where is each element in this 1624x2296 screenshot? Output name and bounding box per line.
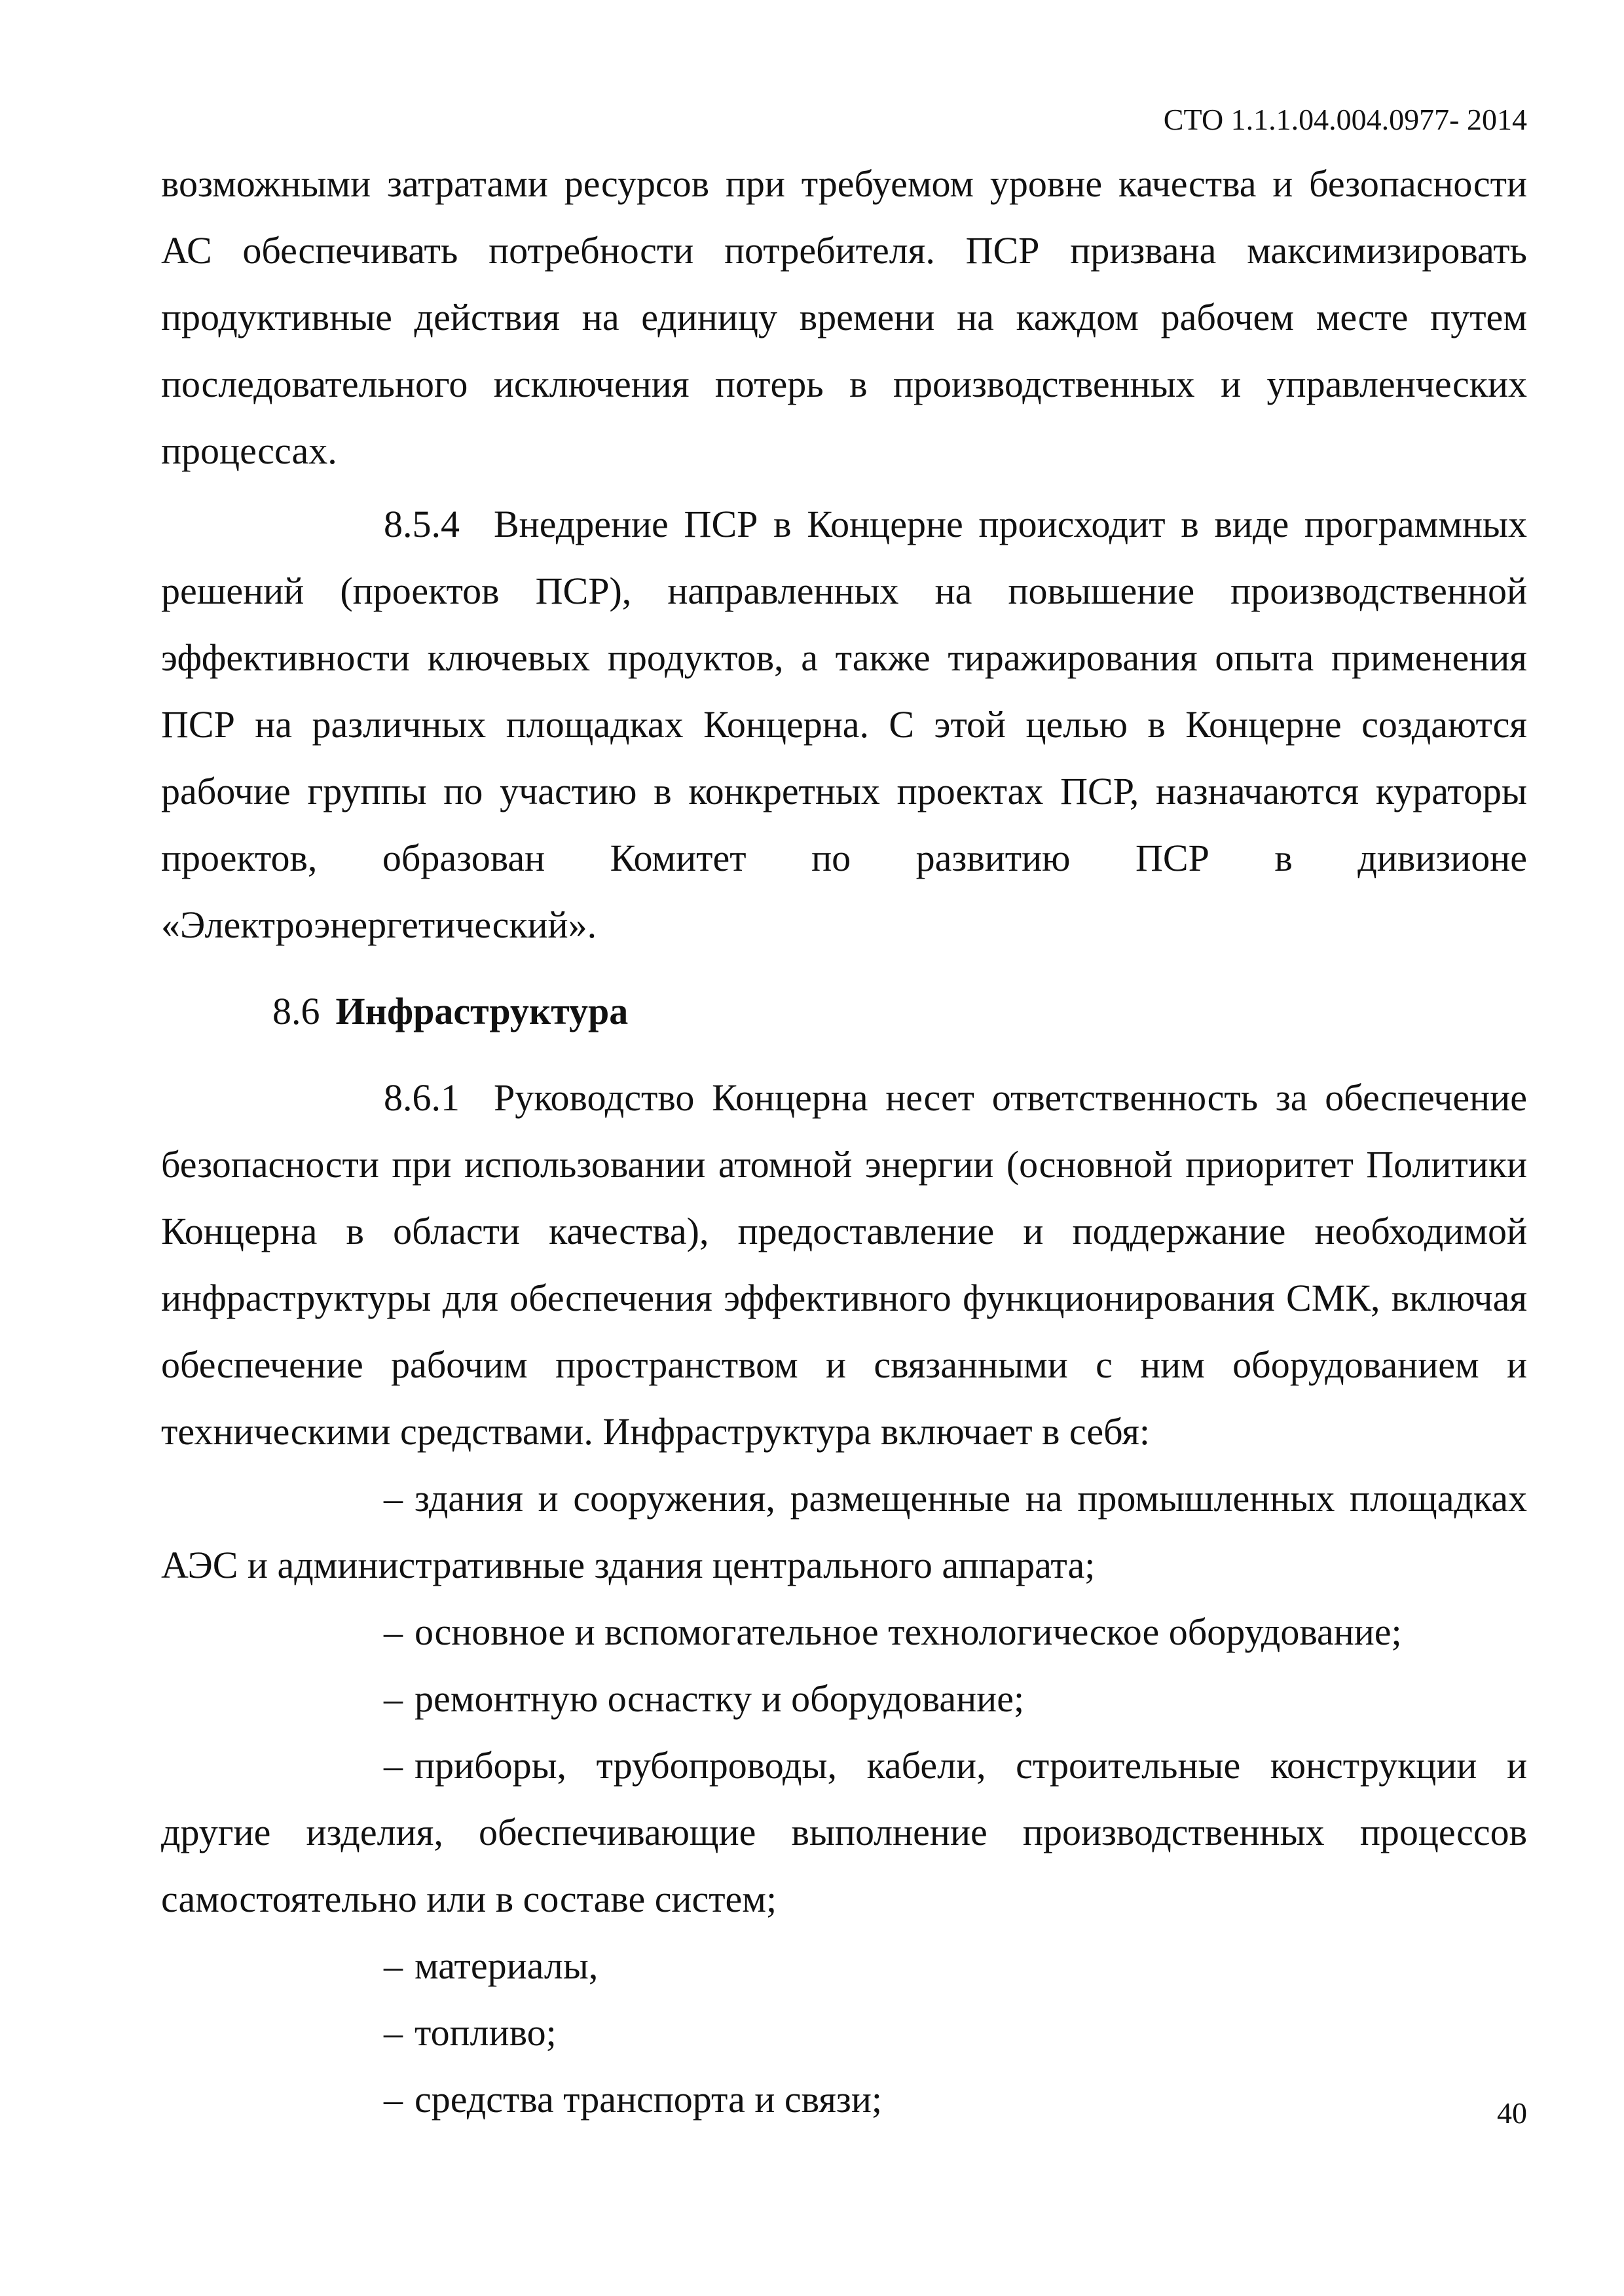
document-code: СТО 1.1.1.04.004.0977- 2014 bbox=[1163, 103, 1527, 136]
list-item bbox=[161, 1732, 1527, 1933]
paragraph-8-5-4 bbox=[161, 491, 1527, 958]
list-item-text: здания и сооружения, размещенные на промышленных площадках АЭС и административные здания центрального аппарата; bbox=[161, 1477, 1527, 1586]
section-title: Инфраструктура bbox=[335, 990, 629, 1032]
list-dash: – bbox=[384, 1944, 403, 1987]
list-item bbox=[161, 1933, 1527, 1999]
clause-text: Внедрение ПСР в Концерне происходит в виде программных решений (проектов ПСР), направленных на повышение производственной эффективности ключевых продуктов, а также тиражирования опыта применения ПСР на различных площадках Концерна. С этой целью в Концерне создаются рабочие группы по участию в конкретных проектах ПСР, назначаются кураторы проектов, образован Комитет по развитию ПСР в дивизионе «Электроэнергетический». bbox=[161, 503, 1527, 946]
list-item bbox=[161, 1666, 1527, 1732]
list-item bbox=[161, 1465, 1527, 1599]
list-item bbox=[161, 1999, 1527, 2066]
list-dash: – bbox=[384, 1677, 403, 1720]
clause-text: Руководство Концерна несет ответственность за обеспечение безопасности при использовании атомной энергии (основной приоритет Политики Концерна в области качества), предоставление и поддержание необходимой инфраструктуры для обеспечения эффективного функционирования СМК, включая обеспечение рабочим пространством и связанными с ним оборудованием и техническими средствами. Инфраструктура включает в себя: bbox=[161, 1076, 1527, 1453]
list-item bbox=[161, 1599, 1527, 1666]
list-dash: – bbox=[384, 1477, 403, 1520]
list-item bbox=[161, 2066, 1527, 2133]
list-dash: – bbox=[384, 2078, 403, 2121]
paragraph-continuation: возможными затратами ресурсов при требуемом уровне качества и безопасности АС обеспечивать потребности потребителя. ПСР призвана максимизировать продуктивные действия на единицу времени на каждом рабочем месте путем последовательного исключения потерь в производственных и управленческих процессах. bbox=[161, 162, 1527, 472]
list-item-text: материалы, bbox=[415, 1944, 599, 1987]
clause-number: 8.6.1 bbox=[384, 1076, 460, 1119]
list-dash: – bbox=[384, 2011, 403, 2054]
list-dash: – bbox=[384, 1611, 403, 1653]
paragraph-8-6-1 bbox=[161, 1065, 1527, 1465]
page-number: 40 bbox=[1497, 2096, 1527, 2130]
clause-number: 8.5.4 bbox=[384, 503, 460, 545]
list-item-text: средства транспорта и связи; bbox=[415, 2078, 882, 2121]
list-dash: – bbox=[384, 1744, 403, 1787]
list-item-text: приборы, трубопроводы, кабели, строительные конструкции и другие изделия, обеспечивающие выполнение производственных процессов самостоятельно или в составе систем; bbox=[161, 1744, 1527, 1920]
section-number: 8.6 bbox=[272, 990, 320, 1032]
infrastructure-list bbox=[161, 1465, 1527, 2133]
section-heading bbox=[161, 978, 1527, 1045]
list-item-text: топливо; bbox=[415, 2011, 557, 2054]
list-item-text: ремонтную оснастку и оборудование; bbox=[415, 1677, 1025, 1720]
page-content bbox=[161, 151, 1527, 2133]
list-item-text: основное и вспомогательное технологическое оборудование; bbox=[415, 1611, 1402, 1653]
